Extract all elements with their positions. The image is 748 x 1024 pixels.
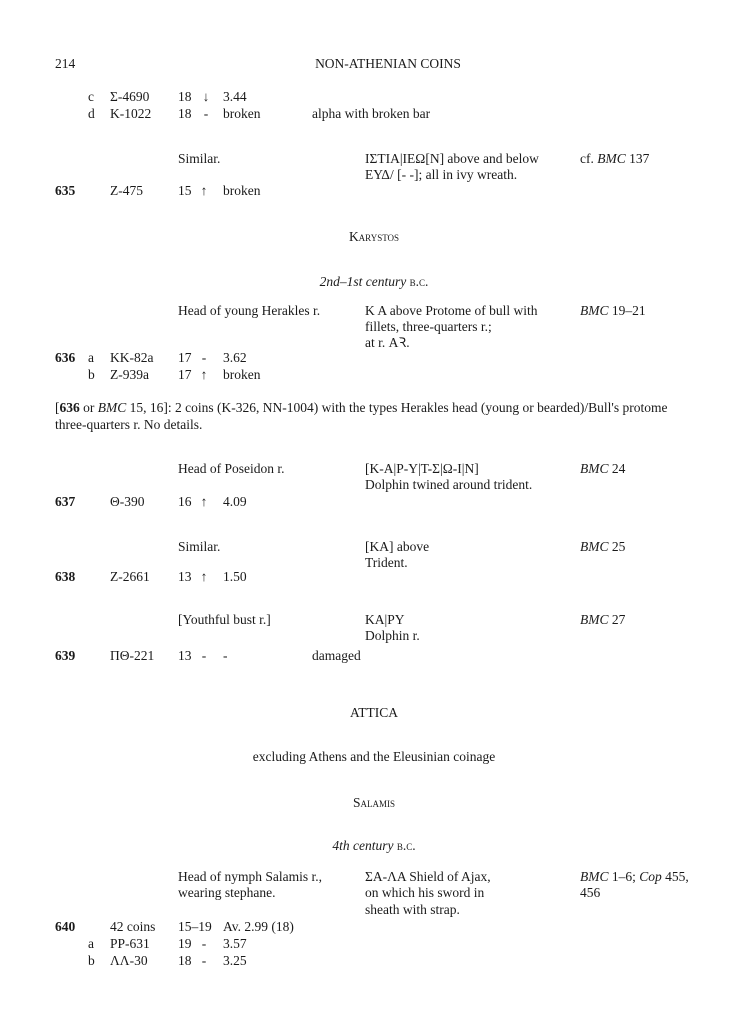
die-axis-dash: - [201, 648, 207, 663]
reference: cf. BMC 137 [580, 151, 650, 166]
coin-id: ΛΛ-30 [110, 953, 148, 968]
die-axis-up-icon: ↑ [200, 367, 208, 382]
section-heading: Salamis [352, 795, 395, 810]
reference: 456 [580, 885, 601, 900]
row-letter: b [88, 367, 95, 382]
period-heading: 4th century b.c. [332, 838, 416, 853]
coin-size: 13 [178, 569, 192, 584]
reverse-description: ΙΣΤΙΑ|ΙΕΩ[Ν] above and below [365, 151, 539, 166]
coin-size: 19 [178, 936, 192, 951]
obverse-description: Similar. [178, 151, 221, 166]
region-heading: ATTICA [350, 705, 398, 720]
coin-id: Z-475 [110, 183, 143, 198]
reference: BMC 27 [580, 612, 626, 627]
die-axis-dash: - [201, 936, 207, 951]
die-axis-dash: - [201, 350, 207, 365]
coin-id: Z-2661 [110, 569, 150, 584]
coin-weight: 3.57 [223, 936, 247, 951]
reference: BMC 25 [580, 539, 626, 554]
coin-size: 15 [178, 183, 192, 198]
coin-weight: broken [223, 367, 261, 382]
die-axis-dash: - [201, 953, 207, 968]
row-letter: d [88, 106, 95, 121]
coin-size: 18 [178, 953, 192, 968]
coin-id: Θ-390 [110, 494, 145, 509]
coin-size: 17 [178, 367, 192, 382]
coin-weight: 1.50 [223, 569, 247, 584]
coin-weight: broken [223, 106, 261, 121]
coin-weight: 3.25 [223, 953, 247, 968]
obverse-description: Head of nymph Salamis r., [178, 869, 322, 884]
coin-count: 42 coins [110, 919, 156, 934]
coin-size: 16 [178, 494, 192, 509]
die-axis-up-icon: ↑ [200, 569, 208, 584]
reverse-description: at r. ΑꝚ. [365, 335, 410, 350]
coin-note: damaged [312, 648, 361, 663]
coin-size: 18 [178, 106, 192, 121]
region-subtitle: excluding Athens and the Eleusinian coinage [252, 749, 496, 764]
entry-number: 638 [55, 569, 76, 584]
entry-number: 636 [55, 350, 76, 365]
reverse-description: Κ Α above Protome of bull with [365, 303, 538, 318]
coin-size: 18 [178, 89, 192, 104]
coin-id: K-1022 [110, 106, 152, 121]
coin-weight: 4.09 [223, 494, 247, 509]
coin-weight: 3.44 [223, 89, 247, 104]
obverse-description: Head of Poseidon r. [178, 461, 285, 476]
obverse-description: [Youthful bust r.] [178, 612, 271, 627]
row-letter: c [88, 89, 94, 104]
reverse-description: Trident. [365, 555, 408, 570]
note-line: [636 or BMC 15, 16]: 2 coins (K-326, NN-1004) with the types Herakles head (young or bearded)/Bull's protome [55, 400, 668, 415]
running-title: NON-ATHENIAN COINS [315, 56, 461, 71]
coin-id: Z-939a [110, 367, 149, 382]
reverse-description: [Κ-Α|Ρ-Υ|Τ-Σ|Ω-Ι|Ν] [365, 461, 479, 476]
reverse-description: sheath with strap. [365, 902, 460, 917]
reverse-description: ΚΑ|ΡΥ [365, 612, 405, 627]
obverse-description: wearing stephane. [178, 885, 276, 900]
coin-id: PP-631 [110, 936, 150, 951]
monogram: ΑꝚ [388, 335, 407, 350]
obverse-description: Head of young Herakles r. [178, 303, 321, 318]
coin-weight: broken [223, 183, 261, 198]
reference: BMC 19–21 [580, 303, 646, 318]
reverse-description: ΕΥΔ/ [- -]; all in ivy wreath. [365, 167, 518, 182]
entry-number: 637 [55, 494, 76, 509]
obverse-description: Similar. [178, 539, 221, 554]
reverse-description: Dolphin twined around trident. [365, 477, 533, 492]
coin-weight: - [223, 648, 228, 663]
section-heading: Karystos [348, 229, 400, 244]
coin-id: Σ-4690 [110, 89, 150, 104]
entry-number: 639 [55, 648, 76, 663]
coin-size: 17 [178, 350, 192, 365]
reference: BMC 24 [580, 461, 626, 476]
row-letter: b [88, 953, 95, 968]
average-weight: Av. 2.99 (18) [223, 919, 294, 934]
reverse-description: on which his sword in [365, 885, 485, 900]
row-letter: a [88, 936, 94, 951]
die-axis-down-icon: ↓ [202, 89, 210, 104]
period-heading: 2nd–1st century b.c. [319, 274, 429, 289]
reference: BMC 1–6; Cop 455, [580, 869, 689, 884]
coin-size: 13 [178, 648, 192, 663]
die-axis-dash: - [203, 106, 209, 121]
reverse-description: Dolphin r. [365, 628, 420, 643]
reverse-description: fillets, three-quarters r.; [365, 319, 492, 334]
size-range: 15–19 [178, 919, 212, 934]
die-axis-up-icon: ↑ [200, 183, 208, 198]
entry-number: 640 [55, 919, 76, 934]
coin-id: KK-82a [110, 350, 154, 365]
reverse-description: ΣΑ-ΛΑ Shield of Ajax, [365, 869, 491, 884]
entry-number: 635 [55, 183, 76, 198]
note-line: three-quarters r. No details. [55, 417, 203, 432]
page-number: 214 [55, 56, 76, 71]
coin-id: ΠΘ-221 [110, 648, 155, 663]
coin-note: alpha with broken bar [312, 106, 431, 121]
coin-weight: 3.62 [223, 350, 247, 365]
die-axis-up-icon: ↑ [200, 494, 208, 509]
row-letter: a [88, 350, 94, 365]
reverse-description: [ΚΑ] above [365, 539, 430, 554]
